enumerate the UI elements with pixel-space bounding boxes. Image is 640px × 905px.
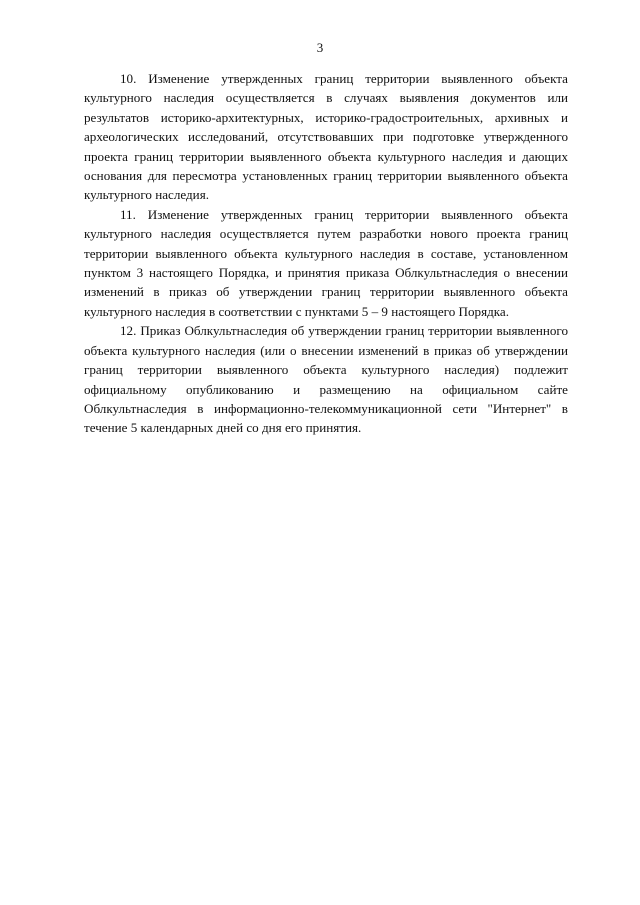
paragraph-10: 10. Изменение утвержденных границ территории выявленного объекта культурного наследия осуществляется в случаях выявления документов или результатов историко-архитектурных, историко-градостроительных, архивных и археологических исследований, отсутствовавших при подготовке утвержденного проекта границ территории выявленного объекта культурного наследия и дающих основания для пересмотра установленных границ территории выявленного объекта культурного наследия. [84, 71, 568, 203]
page-number: 3 [316, 40, 324, 55]
document-body [84, 69, 568, 438]
paragraph-11: 11. Изменение утвержденных границ территории выявленного объекта культурного наследия осуществляется путем разработки нового проекта границ территории выявленного объекта культурного наследия в составе, установленном пунктом 3 настоящего Порядка, и принятия приказа Облкультнаследия о внесении изменений в приказ об утверждении границ территории выявленного объекта культурного наследия в соответствии с пунктами 5 – 9 настоящего Порядка. [84, 206, 568, 319]
paragraph-12: 12. Приказ Облкультнаследия об утверждении границ территории выявленного объекта культурного наследия (или о внесении изменений в приказ об утверждении границ территории выявленного объекта культурного наследия) подлежит официальному опубликованию и размещению на официальном сайте Облкультнаследия в информационно-телекоммуникационной сети "Интернет" в течение 5 календарных дней со дня его принятия. [84, 323, 568, 436]
